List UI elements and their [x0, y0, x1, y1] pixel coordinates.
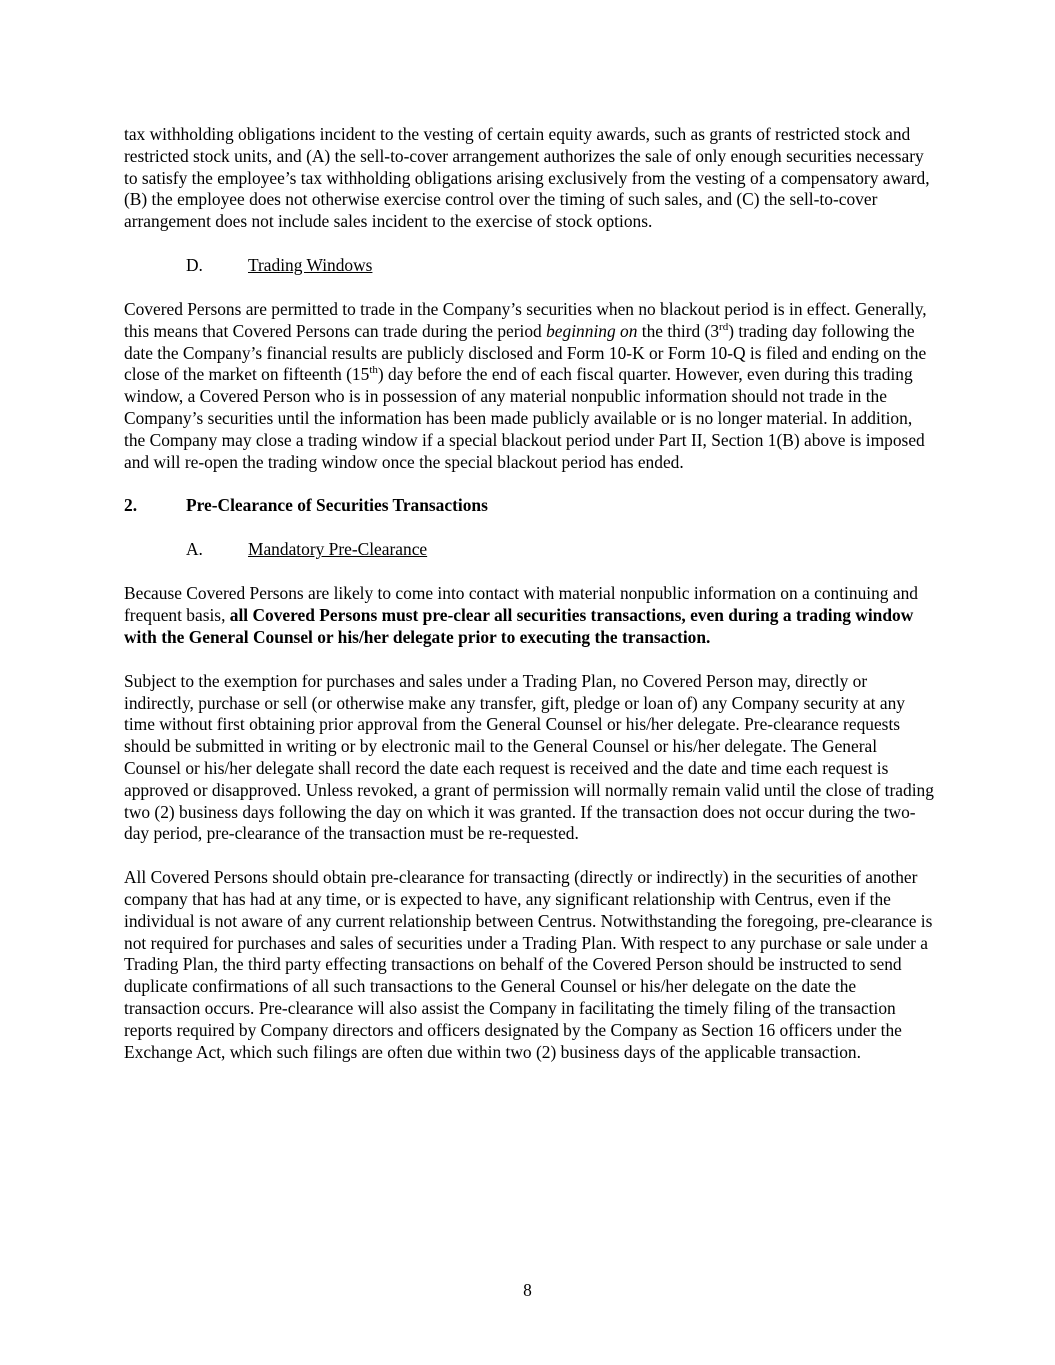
bold-text: all Covered Persons must pre-clear all securities transactions, even during a trading window with the General Counsel or his/her delegate prior to executing the transaction.	[124, 605, 914, 647]
subheading-label: A.	[186, 539, 203, 560]
paragraph-trading-windows	[124, 299, 934, 473]
paragraph-sell-to-cover: tax withholding obligations incident to the vesting of certain equity awards, such as grants of restricted stock and restricted stock units, and (A) the sell-to-cover arrangement authorizes the sale of only enough securities necessary to satisfy the employee’s tax withholding obligations arising exclusively from the vesting of a compensatory award, (B) the employee does not otherwise exercise control over the timing of such sales, and (C) the sell-to-cover arrangement does not include sales incident to the exercise of stock options.	[124, 124, 930, 232]
page-number: 8	[523, 1280, 532, 1300]
subheading-trading-windows	[124, 255, 934, 277]
paragraph-pre-clearance-exemption: Subject to the exemption for purchases and sales under a Trading Plan, no Covered Person may, directly or indirectly, purchase or sell (or otherwise make any transfer, gift, pledge or loan of) any Company security at any time without first obtaining prior approval from the General Counsel or his/her delegate. Pre-clearance requests should be submitted in writing or by electronic mail to the General Counsel or his/her delegate. The General Counsel or his/her delegate shall record the date each request is received and the date and time each request is approved or disapproved. Unless revoked, a grant of permission will normally remain valid until the close of trading two (2) business days following the day on which it was granted. If the transaction does not occur during the two-day period, pre-clearance of the transaction must be re-requested.	[124, 670, 934, 844]
section-heading-pre-clearance	[124, 495, 934, 517]
section-number: 2.	[124, 495, 138, 516]
subheading-title: Trading Windows	[248, 254, 373, 275]
subheading-mandatory-pre-clearance	[124, 539, 934, 561]
superscript: th	[369, 364, 378, 377]
subheading-label: D.	[186, 254, 203, 275]
text-run: ) trading day following the date the Company’s financial results are publicly disclosed and Form 10-K or Form 10-Q is filed and ending on the close of the market on fifteenth (15	[124, 320, 927, 385]
text-run: Because Covered Persons are likely to come into contact with material nonpublic information on a continuing and frequent basis,	[124, 583, 918, 626]
subheading-title: Mandatory Pre-Clearance	[248, 539, 428, 560]
superscript: rd	[719, 320, 729, 333]
italic-text: beginning on	[546, 320, 638, 341]
text-run: the third (3	[637, 320, 720, 341]
document-page	[124, 124, 934, 1063]
section-title: Pre-Clearance of Securities Transactions	[186, 495, 488, 516]
text-run: Covered Persons are permitted to trade in the Company’s securities when no blackout period is in effect. Generally, this means that Covered Persons can trade during the period	[124, 298, 927, 341]
text-run: ) day before the end of each fiscal quarter. However, even during this trading window, a Covered Person who is in possession of any material nonpublic information should not trade in the Company’s securities until the information has been made publicly available or is no longer material. In addition, the Company may close a trading window if a special blackout period under Part II, Section 1(B) above is imposed and will re-open the trading window once the special blackout period has ended.	[124, 364, 925, 472]
paragraph-mandatory-pre-clearance	[124, 583, 934, 648]
paragraph-other-company-pre-clearance: All Covered Persons should obtain pre-clearance for transacting (directly or indirectly) in the securities of another company that has had at any time, or is expected to have, any significant relationship with Centrus, even if the individual is not aware of any current relationship between Centrus. Notwithstanding the foregoing, pre-clearance is not required for purchases and sales of securities under a Trading Plan. With respect to any purchase or sale under a Trading Plan, the third party effecting transactions on behalf of the Covered Person should be instructed to send duplicate confirmations of all such transactions to the General Counsel or his/her delegate on the date the transaction occurs. Pre-clearance will also assist the Company in facilitating the timely filing of the transaction reports required by Company directors and officers designated by the Company as Section 16 officers under the Exchange Act, which such filings are often due within two (2) business days of the applicable transaction.	[124, 867, 933, 1062]
